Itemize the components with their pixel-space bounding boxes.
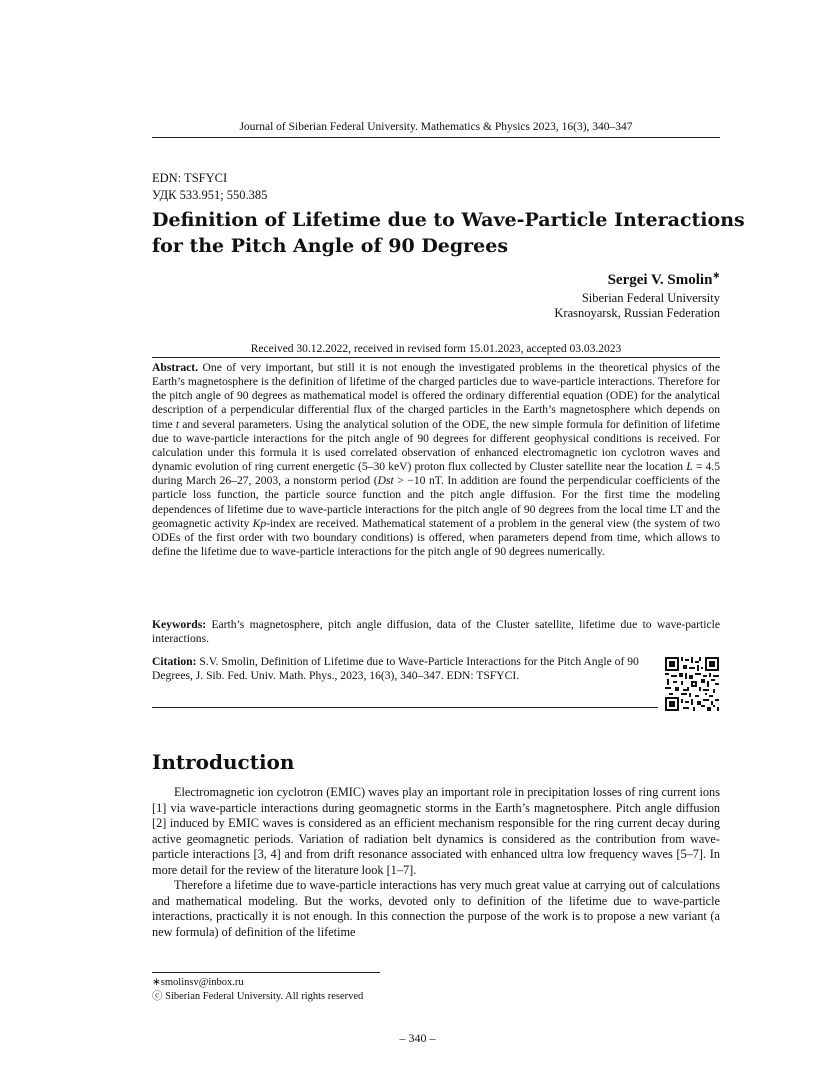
author-name: Sergei V. Smolin: [607, 272, 713, 288]
footnotes: [152, 976, 363, 1004]
abstract-label: Abstract.: [152, 361, 199, 374]
abstract-var-t: t: [175, 417, 180, 431]
title-line-1: Definition of Lifetime due to Wave-Particle Interactions: [152, 209, 745, 231]
intro-paragraph-1: Electromagnetic ion cyclotron (EMIC) waves play an important role in precipitation losses of ring current ions [1] via wave-particle interactions during geomagnetic storms in the Earth’s magnetosphere. Pitch angle diffusion [2] induced by EMIC waves is considered as an efficient mechanism responsible for the ring current decay during active geomagnetic periods. Variation of radiation belt dynamics is considered as the contribution from wave-particle interactions [3, 4] and from drift resonance associated with enhanced ultra low frequency waves [5–7]. In more detail for the review of the literature look [1–7].: [152, 785, 720, 877]
citation-text: S.V. Smolin, Definition of Lifetime due to Wave-Particle Interactions for the Pitch Angle of 90 Degrees, J. Sib. Fed. Univ. Math. Phys., 2023, 16(3), 340–347. EDN: TSFYCI.: [152, 655, 639, 683]
intro-paragraph-2: Therefore a lifetime due to wave-particle interactions has very much great value at carrying out of calculations and mathematical modeling. But the works, devoted only to definition of the lifetime due to wave-particle interactions, practically it is not enough. In this connection the purpose of the work is to propose a new variant (a new formula) of definition of the lifetime: [152, 878, 720, 939]
paper-title: [152, 207, 752, 259]
abstract-var-Dst: Dst: [377, 474, 394, 488]
footnote-rule: [152, 972, 380, 973]
abstract-top-rule: [152, 357, 720, 358]
page-number: – 340 –: [399, 1031, 436, 1045]
title-line-2: for the Pitch Angle of 90 Degrees: [152, 235, 509, 257]
section-heading-introduction: Introduction: [152, 750, 295, 774]
citation-bottom-rule: [152, 707, 658, 708]
author-footnote-mark: ∗: [712, 270, 720, 280]
citation-label: Citation:: [152, 655, 197, 668]
received-dates: Received 30.12.2022, received in revised form 15.01.2023, accepted 03.03.2023: [250, 343, 622, 355]
footnote-email: ∗smolinsv@inbox.ru: [152, 977, 244, 988]
author-name-line: [554, 270, 720, 289]
abstract-var-L: L: [686, 460, 693, 474]
author-affiliation-2: Krasnoyarsk, Russian Federation: [554, 306, 720, 320]
keywords-label: Keywords:: [152, 618, 207, 631]
edn-line: EDN: TSFYCI: [152, 171, 228, 185]
introduction-body: [152, 785, 720, 940]
abstract-text-4: > −10 nT. In addition are found the perpendicular coefficients of the particle loss function, the particle source function and the pitch angle diffusion. For the first time the modeling dependences of lifetime due to wave-particle interactions for the pitch angle of 90 degrees from the local time LT and the geomagnetic activity: [152, 474, 720, 530]
abstract-text-5: -index are received. Mathematical statement of a problem in the general view (the system of two ODEs of the first order with two boundary conditions) is offered, when parameters depend from time, which allows to define the lifetime due to wave-particle interactions for the pitch angle of 90 degrees numerically.: [152, 516, 721, 559]
footnote-copyright: ⓒ Siberian Federal University. All rights reserved: [152, 991, 364, 1002]
abstract: [152, 361, 720, 559]
abstract-text-2: and several parameters. Using the analytical solution of the ODE, the new simple formula for definition of lifetime due to wave-particle interactions for the pitch angle of 90 degrees for different geophysical conditions is received. For calculation under this formula it is used correlated observation of enhanced electromagnetic ion cyclotron waves and dynamic evolution of ring current energetic (5–30 keV) proton flux collected by Cluster satellite near the location: [152, 417, 721, 474]
qr-code-icon: [665, 657, 719, 711]
abstract-text-3: = 4.5 during March 26–27, 2003, a nonstorm period (: [152, 460, 721, 488]
author-block: [554, 270, 720, 321]
udk-line: УДК 533.951; 550.385: [152, 188, 268, 202]
keywords: [152, 618, 720, 646]
journal-header: Journal of Siberian Federal University. Mathematics & Physics 2023, 16(3), 340–347: [239, 121, 633, 133]
author-affiliation-1: Siberian Federal University: [581, 291, 720, 305]
header-rule: [152, 137, 720, 138]
citation: [152, 655, 642, 683]
abstract-var-Kp: Kp: [252, 516, 267, 530]
abstract-text-1: One of very important, but still it is not enough the investigated problems in the theoretical physics of the Earth’s magnetosphere is the definition of lifetime of the charged particles due to wave-particle interactions. Therefore for the pitch angle of 90 degrees as mathematical model is offered the ordinary differential equation (ODE) for the analytical description of a perpendicular differential flux of the charged particles in the Earth’s magnetosphere which depends on time: [152, 361, 720, 431]
keywords-text: Earth’s magnetosphere, pitch angle diffusion, data of the Cluster satellite, lifetime due to wave-particle interactions.: [152, 618, 721, 646]
